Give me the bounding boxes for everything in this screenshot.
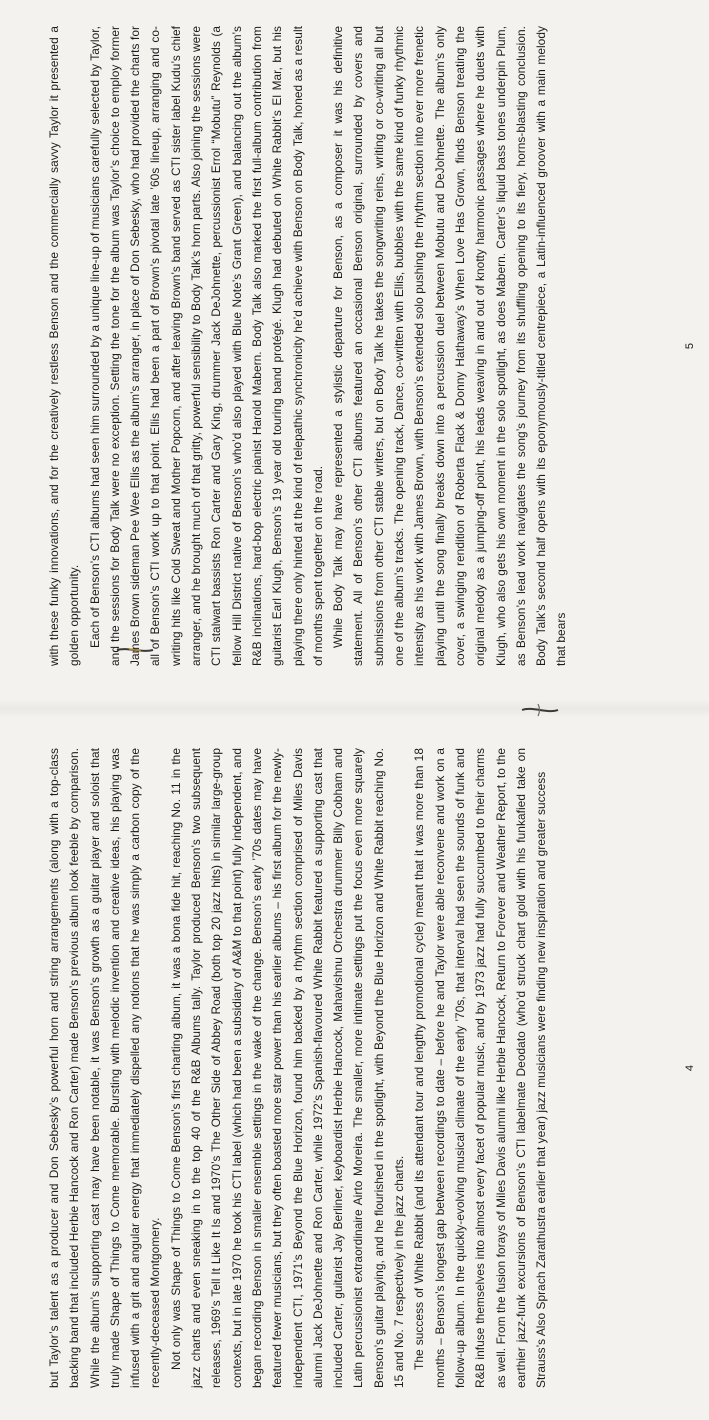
center-fold <box>0 700 709 718</box>
page-number: 5 <box>684 342 696 350</box>
staple-mark-icon <box>115 640 155 660</box>
page-4-text <box>44 748 551 1388</box>
paragraph: While Body Talk may have represented a stylistic departure for Benson, as a composer it was his definitive statement. All of Benson’s other CTI albums featured an occasional Benson original, surrounded by covers and submissions from other CTI stable writers, but on Body Talk he takes the songwriting reins, writing or co-writing all but one of the album’s tracks. The opening track, Dance, co-written with Ellis, bubbles with the same kind of funky rhythmic intensity as his work with James Brown, with Benson’s extended solo pushing the rhythm section into ever more frenetic playing until the song finally breaks down into a percussion duel between Mobutu and DeJohnette. The album’s only cover, a swinging rendition of Roberta Flack & Donny Hathaway’s When Love Has Grown, finds Benson treating the original melody as a jumping-off point, his leads weaving in and out of knotty harmonic passages where he duets with Klugh, who also gets his own moment in the solo spotlight, as does Mabern. Carter’s liquid bass tones underpin Plum, as Benson’s lead work navigates the song’s journey from its shuffling opening to its fiery, horns-blasting conclusion. Body Talk’s second half opens with its eponymously-titled centrepiece, a Latin-influenced groover with a main melody that bears <box>331 26 569 666</box>
page-5 <box>44 26 704 666</box>
paragraph: with these funky innovations, and for the creatively restless Benson and the commercially savvy Taylor it presented a golden opportunity. <box>47 26 82 666</box>
paragraph: The success of White Rabbit (and its attendant tour and lengthy promotional cycle) meant that it was more than 18 months – Benson’s longest gap between recordings to date – before he and Taylor were able reconvene and work on a follow-up album. In the quickly-evolving musical climate of the early ’70s, that interval had seen the sounds of funk and R&B infuse themselves into almost every facet of popular music, and by 1973 jazz had fully succumbed to their charms as well. From the fusion forays of Miles Davis alumni like Herbie Hancock, Return to Forever and Weather Report, to the earthier jazz-funk excursions of Benson’s CTI labelmate Deodato (who’d struck chart gold with his funkafied take on Strauss’s Also Sprach Zarathustra earlier that year) jazz musicians were finding new inspiration and greater success <box>412 748 549 1388</box>
page-4 <box>44 748 704 1388</box>
page-5-text <box>44 26 572 666</box>
staple-mark-icon <box>520 700 560 720</box>
paragraph: but Taylor’s talent as a producer and Don Sebesky’s powerful horn and string arrangements (along with a top-class backing band that included Herbie Hancock and Ron Carter) made Benson’s previous album look feeble by comparison. While the album’s supporting cast may have been notable, it was Benson’s growth as a guitar player and soloist that truly made Shape of Things to Come memorable. Bursting with melodic invention and creative ideas, his playing was infused with a grit and angular energy that immediately dispelled any notions that he was simply a carbon copy of the recently-deceased Montgomery. <box>47 748 163 1388</box>
paragraph: Not only was Shape of Things to Come Benson’s first charting album, it was a bona fide hit, reaching No. 11 in the jazz charts and even sneaking in to the top 40 of the R&B Albums tally. Taylor produced Benson’s two subsequent releases, 1969’s Tell It Like It Is and 1970’s The Other Side of Abbey Road (both top 20 jazz hits) in similar large-group contexts, but in late 1970 he took his CTI label (which had been a subsidiary of A&M to that point) fully independent, and began recording Benson in smaller ensemble settings in the wake of the change. Benson’s early ’70s dates may have featured fewer musicians, but they often boasted more star power than his earlier albums – his first album for the newly-independent CTI, 1971’s Beyond the Blue Horizon, found him backed by a rhythm section comprised of Miles Davis alumni Jack DeJohnette and Ron Carter, while 1972’s Spanish-flavoured White Rabbit featured a supporting cast that included Carter, guitarist Jay Berliner, keyboardist Herbie Hancock, Mahavishnu Orchestra drummer Billy Cobham and Latin percussionist extraordinaire Airto Moreira. The smaller, more intimate settings put the focus even more squarely Benson’s guitar playing, and he flourished in the spotlight, with Beyond the Blue Horizon and White Rabbit reaching No. 15 and No. 7 respectively in the jazz charts. <box>168 748 407 1388</box>
paragraph: Each of Benson’s CTI albums had seen him surrounded by a unique line-up of musicians carefully selected by Taylor, and the sessions for Body Talk were no exception. Setting the tone for the album was Taylor’s choice to employ former James Brown sideman Pee Wee Ellis as the album’s arranger, in place of Don Sebesky, who had provided the charts for all of Benson’s CTI work up to that point. Ellis had been a part of Brown’s pivotal late ’60s lineup, arranging and co-writing hits like Cold Sweat and Mother Popcorn, and after leaving Brown’s band served as CTI sister label Kudu’s chief arranger, and he brought much of that gritty, powerful sensibility to Body Talk’s horn parts. Also joining the sessions were CTI stalwart bassists Ron Carter and Gary King, drummer Jack DeJohnette, percussionist Errol “Mobutu” Reynolds (a fellow Hill District native of Benson’s who’d also played with Blue Note’s Grant Green), and balancing out the album’s R&B inclinations, hard-bop electric pianist Harold Mabern. Body Talk also marked the first full-album contribution from guitarist Earl Klugh, Benson’s 19 year old touring band protégé. Klugh had debuted on White Rabbit’s El Mar, but his playing there only hinted at the kind of telepathic synchronicity he’d achieve with Benson on Body Talk, honed as a result of months spent together on the road. <box>87 26 325 666</box>
page-number: 4 <box>684 1064 696 1072</box>
